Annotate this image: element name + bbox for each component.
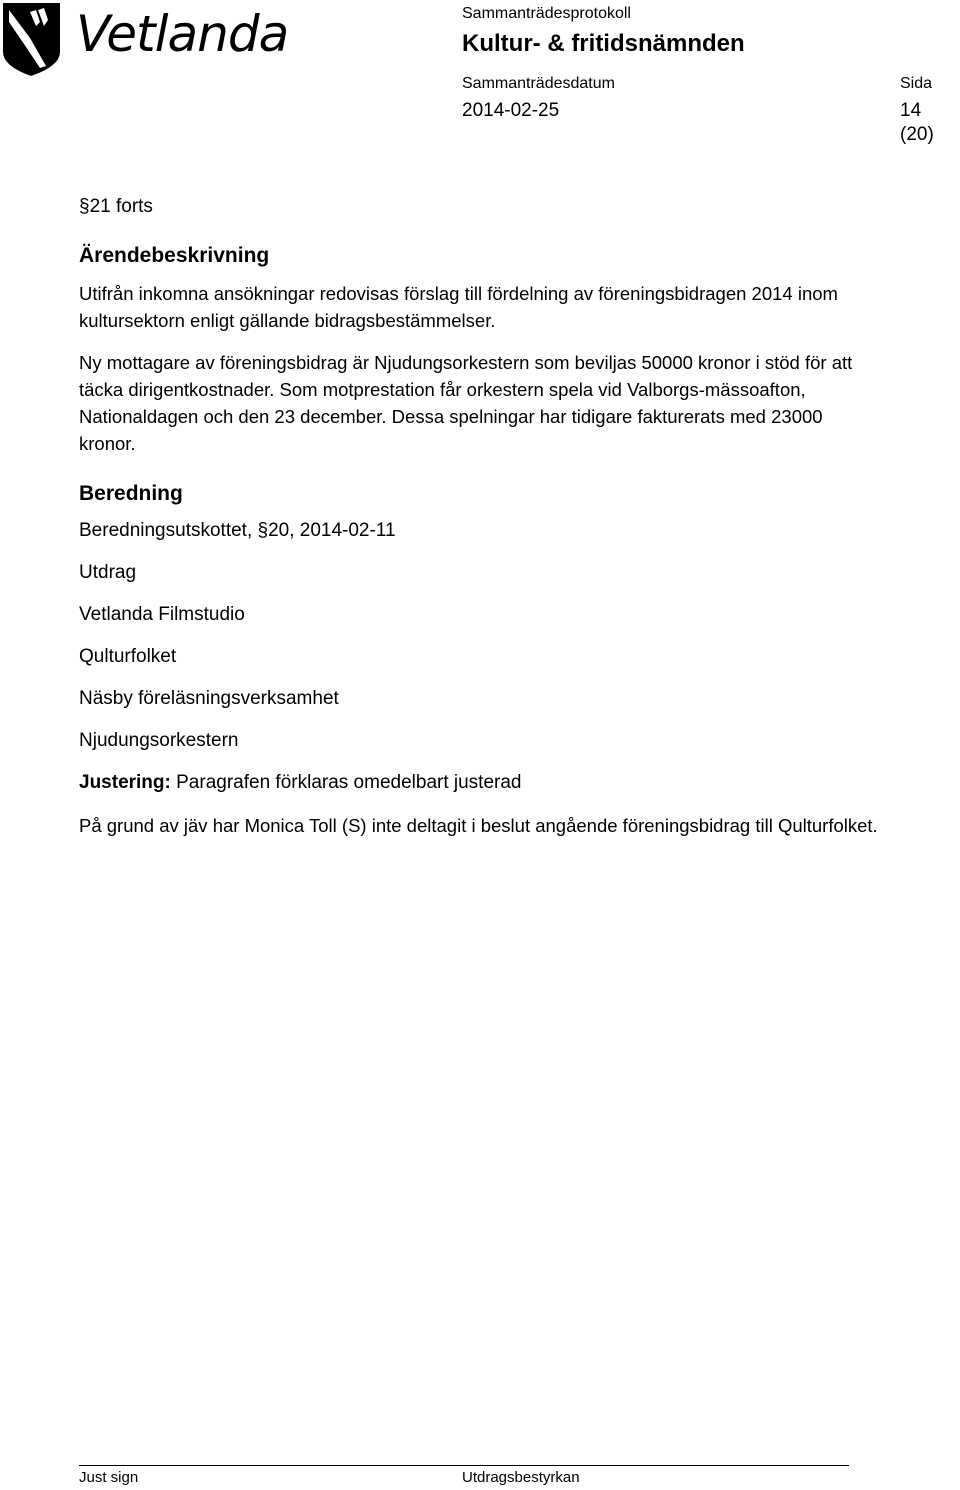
page-label: Sida bbox=[900, 75, 933, 92]
heading-beredning: Beredning bbox=[79, 482, 183, 505]
meeting-date-value: 2014-02-25 bbox=[462, 100, 560, 121]
document-type: Sammanträdesprotokoll bbox=[462, 5, 631, 22]
beredning-reference: Beredningsutskottet, §20, 2014-02-11 bbox=[79, 520, 396, 541]
justering-label: Justering: bbox=[79, 772, 171, 793]
heading-arendebeskrivning: Ärendebeskrivning bbox=[79, 244, 270, 267]
paragraph-new-recipient: Ny mottagare av föreningsbidrag är Njudungsorkestern som beviljas 50000 kronor i stöd för att täcka dirigentkostnader. Som motprestation får orkestern spela vid Valborgs-mässoafton, Nationaldagen och den 23 december. Dessa spelningar har tidigare fakturerats med 23000 kronor. bbox=[79, 352, 853, 454]
utdrag-recipient: Vetlanda Filmstudio bbox=[79, 604, 245, 625]
logo-wordmark: Vetlanda bbox=[76, 5, 289, 63]
paragraph-proposal: Utifrån inkomna ansökningar redovisas förslag till fördelning av föreningsbidragen 2014 inom kultursektorn enligt gällande bidragsbestämmelser. bbox=[79, 283, 838, 331]
committee-name: Kultur- & fritidsnämnden bbox=[462, 30, 745, 57]
section-reference: §21 forts bbox=[79, 196, 153, 217]
jav-statement: På grund av jäv har Monica Toll (S) inte deltagit i beslut angående föreningsbidrag till Qulturfolket. bbox=[79, 815, 878, 836]
just-sign-label: Just sign bbox=[79, 1469, 139, 1486]
utdrag-recipient: Näsby föreläsningsverksamhet bbox=[79, 688, 339, 709]
footer-divider bbox=[79, 1465, 849, 1466]
utdrag-recipient: Qulturfolket bbox=[79, 646, 177, 667]
justering-text: Paragrafen förklaras omedelbart justerad bbox=[170, 772, 522, 793]
municipality-logo bbox=[0, 0, 290, 80]
page-number: 14 (20) bbox=[900, 100, 934, 145]
coat-of-arms-icon bbox=[0, 0, 70, 80]
utdrag-recipient: Njudungsorkestern bbox=[79, 730, 239, 751]
protocol-body bbox=[79, 194, 879, 839]
utdragsbestyrkan-label: Utdragsbestyrkan bbox=[462, 1469, 580, 1486]
utdrag-label: Utdrag bbox=[79, 562, 137, 583]
meeting-date-label: Sammanträdesdatum bbox=[462, 75, 615, 92]
justering-statement bbox=[79, 770, 879, 796]
